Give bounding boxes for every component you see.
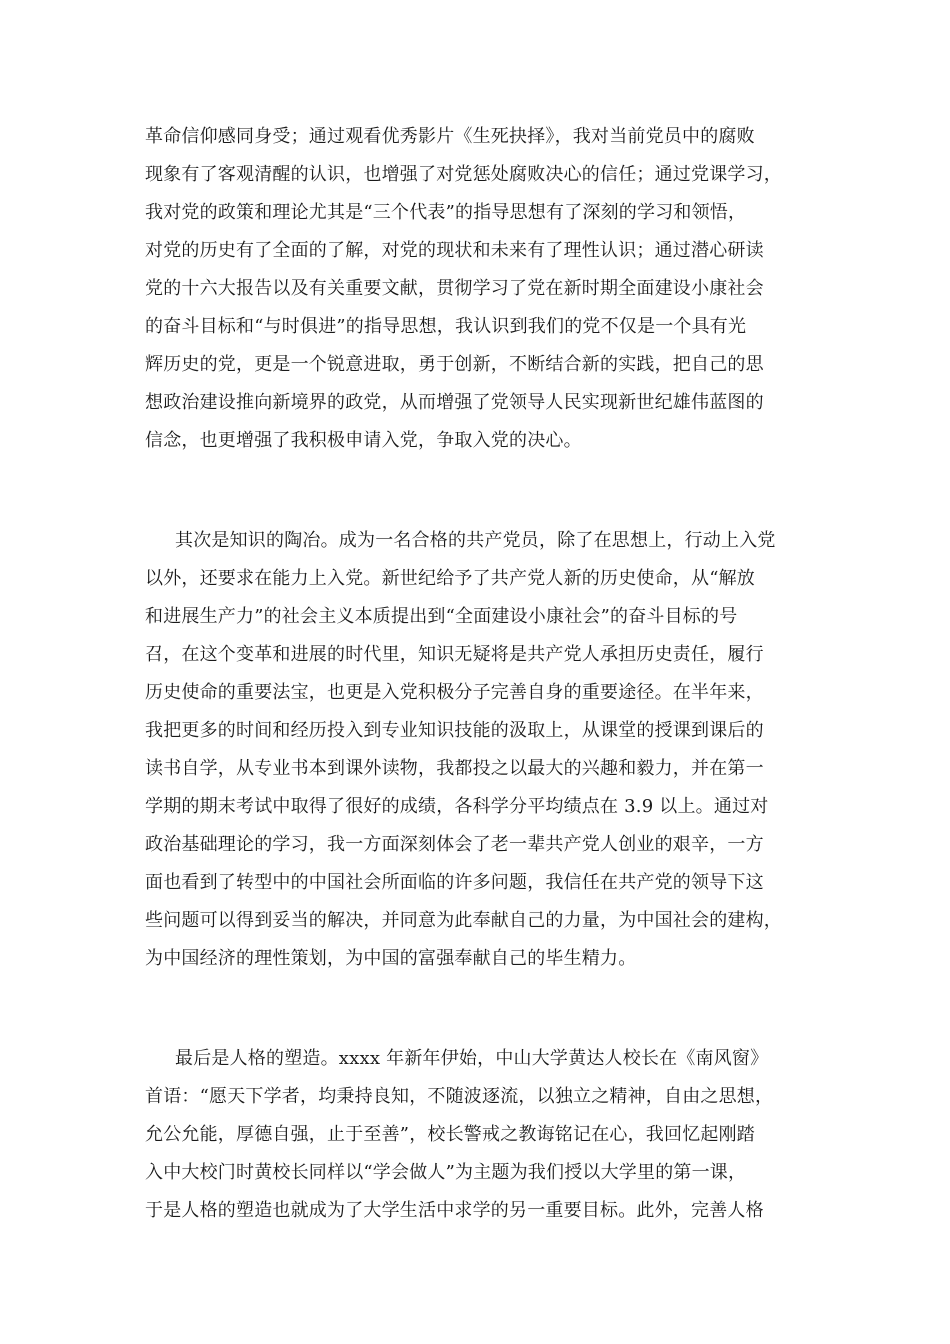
paragraph-personality — [145, 1040, 810, 1230]
text-line: 允公允能，厚德自强，止于至善”，校长警戒之教诲铭记在心，我回忆起刚踏 — [145, 1124, 755, 1145]
text-line: 对党的历史有了全面的了解，对党的现状和未来有了理性认识；通过潜心研读 — [145, 240, 764, 261]
text-line: 最后是人格的塑造。xxxx 年新年伊始，中山大学黄达人校长在《南风窗》 — [175, 1048, 769, 1069]
text-line: 政治基础理论的学习，我一方面深刻体会了老一辈共产党人创业的艰辛，一方 — [145, 834, 764, 855]
text-line: 想政治建设推向新境界的政党，从而增强了党领导人民实现新世纪雄伟蓝图的 — [145, 392, 764, 413]
text-line: 辉历史的党，更是一个锐意进取，勇于创新，不断结合新的实践，把自己的思 — [145, 354, 764, 375]
text-line: 我对党的政策和理论尤其是“三个代表”的指导思想有了深刻的学习和领悟， — [145, 202, 747, 223]
text-line: 信念，也更增强了我积极申请入党，争取入党的决心。 — [145, 430, 582, 451]
text-line: 些问题可以得到妥当的解决，并同意为此奉献自己的力量，为中国社会的建构， — [145, 910, 782, 931]
text-line: 我把更多的时间和经历投入到专业知识技能的汲取上，从课堂的授课到课后的 — [145, 720, 764, 741]
paragraph-knowledge — [145, 522, 810, 978]
text-line: 历史使命的重要法宝，也更是入党积极分子完善自身的重要途径。在半年来， — [145, 682, 764, 703]
text-line: 首语：“愿天下学者，均秉持良知，不随波逐流，以独立之精神，自由之思想， — [145, 1086, 774, 1107]
text-line: 党的十六大报告以及有关重要文献，贯彻学习了党在新时期全面建设小康社会 — [145, 278, 764, 299]
text-line: 面也看到了转型中的中国社会所面临的许多问题，我信任在共产党的领导下这 — [145, 872, 764, 893]
text-line: 革命信仰感同身受；通过观看优秀影片《生死抉择》，我对当前党员中的腐败 — [145, 126, 755, 147]
text-line: 为中国经济的理性策划，为中国的富强奉献自己的毕生精力。 — [145, 948, 637, 969]
text-line: 于是人格的塑造也就成为了大学生活中求学的另一重要目标。此外，完善人格 — [145, 1200, 764, 1221]
text-line: 以外，还要求在能力上入党。新世纪给予了共产党人新的历史使命，从“解放 — [145, 568, 755, 589]
text-line: 学期的期末考试中取得了很好的成绩，各科学分平均绩点在 3.9 以上。通过对 — [145, 796, 769, 817]
text-line: 的奋斗目标和“与时俱进”的指导思想，我认识到我们的党不仅是一个具有光 — [145, 316, 747, 337]
text-line: 读书自学，从专业书本到课外读物，我都投之以最大的兴趣和毅力，并在第一 — [145, 758, 764, 779]
text-line: 现象有了客观清醒的认识，也增强了对党惩处腐败决心的信任；通过党课学习， — [145, 164, 782, 185]
text-line: 召，在这个变革和进展的时代里，知识无疑将是共产党人承担历史责任，履行 — [145, 644, 764, 665]
text-line: 和进展生产力”的社会主义本质提出到“全面建设小康社会”的奋斗目标的号 — [145, 606, 738, 627]
text-line: 其次是知识的陶冶。成为一名合格的共产党员，除了在思想上，行动上入党 — [175, 530, 776, 551]
paragraph-political-learning — [145, 118, 810, 460]
text-line: 入中大校门时黄校长同样以“学会做人”为主题为我们授以大学里的第一课， — [145, 1162, 747, 1183]
